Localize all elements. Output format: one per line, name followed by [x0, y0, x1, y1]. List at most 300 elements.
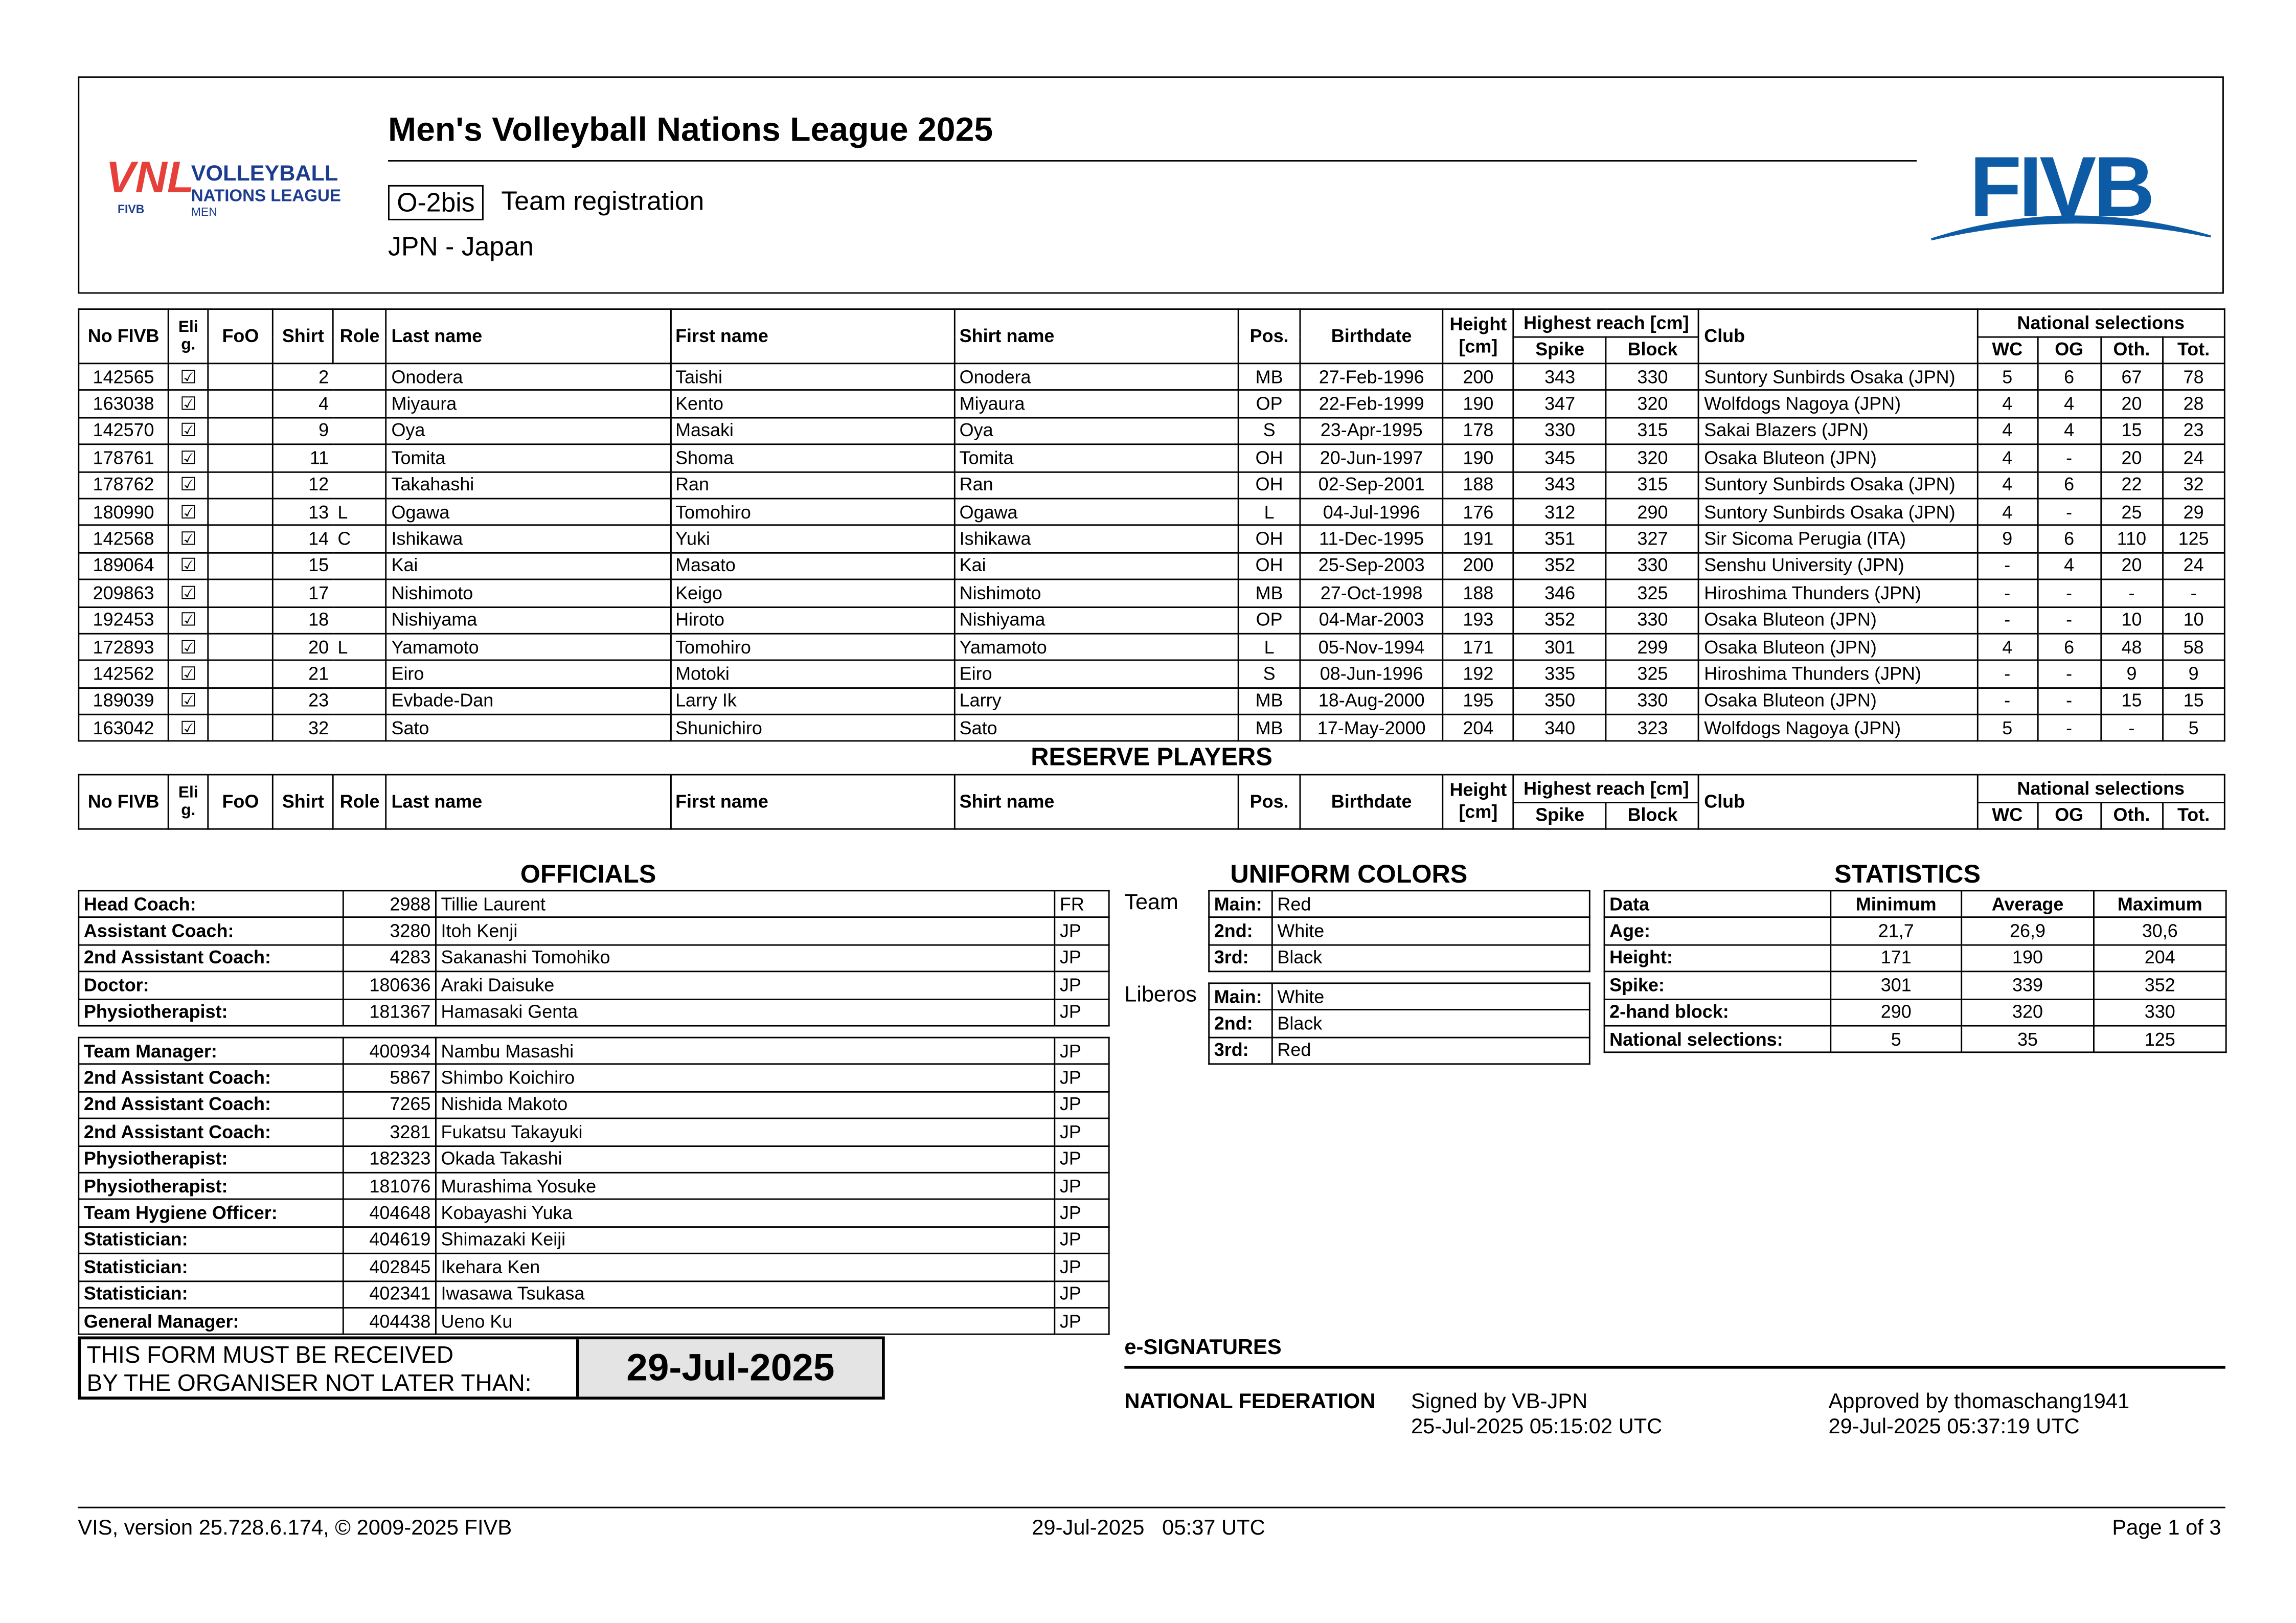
- vnl-mark: VNL: [106, 153, 194, 202]
- player-club-cell: Sir Sicoma Perugia (ITA): [1699, 526, 1977, 553]
- col-shirt-name: Shirt name: [954, 775, 1239, 829]
- official-number: 180636: [343, 972, 436, 999]
- uniform-color: Black: [1272, 945, 1589, 972]
- table-row: [79, 499, 2225, 526]
- statistics-row: [1604, 999, 2226, 1026]
- officials-title: OFFICIALS: [520, 859, 656, 889]
- col-spike: Spike: [1513, 336, 1606, 364]
- player-el-cell: ☑: [168, 606, 208, 634]
- col-no-fivb: No FIVB: [79, 309, 169, 364]
- stat-label: National selections:: [1604, 1026, 1831, 1053]
- stat-maximum: 352: [2094, 972, 2226, 999]
- table-row: [79, 634, 2225, 661]
- player-wc-cell: -: [1977, 553, 2037, 580]
- player-club-cell: Suntory Sunbirds Osaka (JPN): [1699, 499, 1977, 526]
- signature-signed: [1411, 1391, 1662, 1441]
- official-role: Statistician:: [79, 1227, 344, 1254]
- deadline-text: [87, 1342, 572, 1398]
- col-shirt: Shirt: [273, 309, 333, 364]
- player-h-cell: 188: [1443, 471, 1513, 499]
- player-pos-cell: OH: [1238, 526, 1300, 553]
- player-tot-cell: 125: [2163, 526, 2224, 553]
- player-foo-cell: [208, 579, 273, 606]
- player-el-cell: ☑: [168, 553, 208, 580]
- official-row: [79, 945, 1109, 972]
- table-row: [79, 579, 2225, 606]
- player-sname-cell: Oya: [954, 417, 1239, 444]
- player-h-cell: 200: [1443, 553, 1513, 580]
- player-pos-cell: MB: [1238, 364, 1300, 391]
- player-el-cell: ☑: [168, 444, 208, 471]
- vnl-line3: MEN: [191, 205, 217, 219]
- table-row: [79, 391, 2225, 418]
- player-shirt-cell: 11: [273, 444, 333, 471]
- player-el-cell: ☑: [168, 471, 208, 499]
- player-block-cell: 330: [1606, 553, 1699, 580]
- official-country: JP: [1055, 1145, 1109, 1173]
- player-role-cell: [333, 417, 387, 444]
- player-block-cell: 290: [1606, 499, 1699, 526]
- vnl-fivb-mark: FIVB: [118, 202, 145, 216]
- player-last-cell: Yamamoto: [386, 634, 670, 661]
- official-role: Statistician:: [79, 1254, 344, 1281]
- col-elig: Eli g.: [168, 775, 208, 829]
- player-tot-cell: 5: [2163, 714, 2224, 741]
- national-federation-label: NATIONAL FEDERATION: [1124, 1390, 1376, 1414]
- player-oth-cell: -: [2101, 579, 2163, 606]
- stat-average: 320: [1962, 999, 2094, 1026]
- col-national-selections: National selections: [1977, 775, 2224, 802]
- stat-minimum: 301: [1831, 972, 1962, 999]
- player-no-cell: 163038: [79, 391, 169, 418]
- col-height: Height [cm]: [1443, 775, 1513, 829]
- official-name: Tillie Laurent: [436, 891, 1054, 918]
- official-row: [79, 1038, 1109, 1065]
- player-spike-cell: 312: [1513, 499, 1606, 526]
- player-foo-cell: [208, 526, 273, 553]
- official-role: Physiotherapist:: [79, 1145, 344, 1173]
- player-pos-cell: S: [1238, 417, 1300, 444]
- uniform-team-label: Team: [1124, 890, 1178, 915]
- player-birth-cell: 04-Mar-2003: [1300, 606, 1443, 634]
- uniform-slot: 3rd:: [1209, 1037, 1272, 1064]
- official-row: [79, 999, 1109, 1026]
- player-block-cell: 315: [1606, 471, 1699, 499]
- official-role: 2nd Assistant Coach:: [79, 1065, 344, 1092]
- player-block-cell: 330: [1606, 688, 1699, 715]
- player-block-cell: 299: [1606, 634, 1699, 661]
- player-og-cell: 4: [2037, 553, 2101, 580]
- player-wc-cell: 4: [1977, 444, 2037, 471]
- reserve-table: [78, 774, 2225, 830]
- player-birth-cell: 17-May-2000: [1300, 714, 1443, 741]
- player-tot-cell: 32: [2163, 471, 2224, 499]
- col-birthdate: Birthdate: [1300, 775, 1443, 829]
- team-name: JPN - Japan: [388, 232, 534, 262]
- player-h-cell: 171: [1443, 634, 1513, 661]
- player-spike-cell: 335: [1513, 661, 1606, 688]
- player-shirt-cell: 23: [273, 688, 333, 715]
- official-country: JP: [1055, 1308, 1109, 1335]
- player-last-cell: Takahashi: [386, 471, 670, 499]
- stat-average: 339: [1962, 972, 2094, 999]
- player-first-cell: Shoma: [670, 444, 954, 471]
- player-el-cell: ☑: [168, 417, 208, 444]
- players-table: [78, 308, 2225, 742]
- player-no-cell: 142570: [79, 417, 169, 444]
- player-wc-cell: 4: [1977, 417, 2037, 444]
- player-first-cell: Hiroto: [670, 606, 954, 634]
- uniform-liberos-table: [1208, 982, 1590, 1065]
- official-row: [79, 1308, 1109, 1335]
- player-sname-cell: Ran: [954, 471, 1239, 499]
- stat-average: 26,9: [1962, 918, 2094, 945]
- uniform-row: [1209, 983, 1590, 1010]
- official-name: Ikehara Ken: [436, 1254, 1054, 1281]
- player-spike-cell: 345: [1513, 444, 1606, 471]
- player-oth-cell: 22: [2101, 471, 2163, 499]
- player-sname-cell: Nishiyama: [954, 606, 1239, 634]
- player-og-cell: 6: [2037, 526, 2101, 553]
- official-row: [79, 1227, 1109, 1254]
- player-block-cell: 320: [1606, 391, 1699, 418]
- player-first-cell: Keigo: [670, 579, 954, 606]
- player-last-cell: Ogawa: [386, 499, 670, 526]
- player-last-cell: Nishimoto: [386, 579, 670, 606]
- player-birth-cell: 22-Feb-1999: [1300, 391, 1443, 418]
- col-highest-reach: Highest reach [cm]: [1513, 775, 1699, 802]
- player-spike-cell: 350: [1513, 688, 1606, 715]
- player-club-cell: Osaka Bluteon (JPN): [1699, 444, 1977, 471]
- player-last-cell: Nishiyama: [386, 606, 670, 634]
- uniform-team-table: [1208, 890, 1590, 972]
- player-spike-cell: 346: [1513, 579, 1606, 606]
- player-wc-cell: 5: [1977, 364, 2037, 391]
- table-row: [79, 471, 2225, 499]
- player-shirt-cell: 12: [273, 471, 333, 499]
- player-role-cell: [333, 579, 387, 606]
- player-og-cell: -: [2037, 606, 2101, 634]
- player-el-cell: ☑: [168, 714, 208, 741]
- player-wc-cell: 4: [1977, 634, 2037, 661]
- official-name: Araki Daisuke: [436, 972, 1054, 999]
- official-country: JP: [1055, 1200, 1109, 1227]
- player-role-cell: C: [333, 526, 387, 553]
- player-shirt-cell: 18: [273, 606, 333, 634]
- official-row: [79, 891, 1109, 918]
- col-wc: WC: [1977, 802, 2037, 829]
- uniform-row: [1209, 1037, 1590, 1064]
- player-birth-cell: 05-Nov-1994: [1300, 634, 1443, 661]
- stat-minimum: 5: [1831, 1026, 1962, 1053]
- col-club: Club: [1699, 309, 1977, 364]
- col-og: OG: [2037, 802, 2101, 829]
- footer-page-number: Page 1 of 3: [2112, 1517, 2221, 1541]
- official-name: Ueno Ku: [436, 1308, 1054, 1335]
- statistics-row: [1604, 1026, 2226, 1053]
- title-divider: [388, 160, 1917, 162]
- player-first-cell: Tomohiro: [670, 634, 954, 661]
- player-shirt-cell: 15: [273, 553, 333, 580]
- official-name: Nishida Makoto: [436, 1092, 1054, 1119]
- player-first-cell: Taishi: [670, 364, 954, 391]
- uniform-slot: Main:: [1209, 983, 1272, 1010]
- player-pos-cell: MB: [1238, 579, 1300, 606]
- officials-table-2: [78, 1037, 1109, 1336]
- player-pos-cell: MB: [1238, 688, 1300, 715]
- official-country: JP: [1055, 1254, 1109, 1281]
- uniform-slot: 2nd:: [1209, 1010, 1272, 1038]
- official-name: Murashima Yosuke: [436, 1173, 1054, 1200]
- player-shirt-cell: 9: [273, 417, 333, 444]
- player-el-cell: ☑: [168, 579, 208, 606]
- fivb-logo-icon: [1928, 131, 2215, 249]
- deadline-box: [78, 1337, 884, 1400]
- player-foo-cell: [208, 688, 273, 715]
- player-role-cell: [333, 688, 387, 715]
- player-shirt-cell: 14: [273, 526, 333, 553]
- player-birth-cell: 08-Jun-1996: [1300, 661, 1443, 688]
- player-og-cell: -: [2037, 714, 2101, 741]
- players-body: [79, 364, 2225, 741]
- player-tot-cell: 78: [2163, 364, 2224, 391]
- stat-col-data: Data: [1604, 891, 1831, 918]
- player-no-cell: 209863: [79, 579, 169, 606]
- uniform-slot: Main:: [1209, 891, 1272, 918]
- officials-table-1: [78, 890, 1109, 1026]
- uniform-row: [1209, 891, 1590, 918]
- player-sname-cell: Tomita: [954, 444, 1239, 471]
- official-country: JP: [1055, 1065, 1109, 1092]
- player-club-cell: Wolfdogs Nagoya (JPN): [1699, 714, 1977, 741]
- col-first-name: First name: [670, 309, 954, 364]
- player-tot-cell: -: [2163, 579, 2224, 606]
- player-birth-cell: 20-Jun-1997: [1300, 444, 1443, 471]
- signed-by: Signed by VB-JPN: [1411, 1390, 1588, 1414]
- official-number: 404438: [343, 1308, 436, 1335]
- stat-maximum: 330: [2094, 999, 2226, 1026]
- player-pos-cell: MB: [1238, 714, 1300, 741]
- player-wc-cell: 4: [1977, 391, 2037, 418]
- statistics-row: [1604, 918, 2226, 945]
- official-country: FR: [1055, 891, 1109, 918]
- player-shirt-cell: 32: [273, 714, 333, 741]
- player-last-cell: Tomita: [386, 444, 670, 471]
- stat-maximum: 204: [2094, 945, 2226, 972]
- official-country: JP: [1055, 999, 1109, 1026]
- col-height: Height [cm]: [1443, 309, 1513, 364]
- player-no-cell: 142568: [79, 526, 169, 553]
- player-h-cell: 188: [1443, 579, 1513, 606]
- player-club-cell: Osaka Bluteon (JPN): [1699, 634, 1977, 661]
- official-row: [79, 918, 1109, 945]
- official-row: [79, 1173, 1109, 1200]
- table-row: [79, 606, 2225, 634]
- player-spike-cell: 340: [1513, 714, 1606, 741]
- player-oth-cell: 20: [2101, 553, 2163, 580]
- player-wc-cell: -: [1977, 579, 2037, 606]
- official-country: JP: [1055, 972, 1109, 999]
- player-no-cell: 142562: [79, 661, 169, 688]
- player-block-cell: 330: [1606, 364, 1699, 391]
- player-block-cell: 330: [1606, 606, 1699, 634]
- player-block-cell: 323: [1606, 714, 1699, 741]
- official-role: 2nd Assistant Coach:: [79, 1092, 344, 1119]
- official-name: Iwasawa Tsukasa: [436, 1280, 1054, 1308]
- player-spike-cell: 343: [1513, 364, 1606, 391]
- uniform-color: Red: [1272, 891, 1589, 918]
- player-el-cell: ☑: [168, 634, 208, 661]
- player-wc-cell: -: [1977, 688, 2037, 715]
- stat-minimum: 21,7: [1831, 918, 1962, 945]
- official-country: JP: [1055, 1092, 1109, 1119]
- player-club-cell: Hiroshima Thunders (JPN): [1699, 579, 1977, 606]
- official-country: JP: [1055, 1280, 1109, 1308]
- player-no-cell: 180990: [79, 499, 169, 526]
- footer-version: VIS, version 25.728.6.174, © 2009-2025 FIVB: [78, 1517, 512, 1541]
- player-oth-cell: 9: [2101, 661, 2163, 688]
- col-last-name: Last name: [386, 775, 670, 829]
- reserve-players-title: RESERVE PLAYERS: [1031, 743, 1272, 771]
- official-number: 182323: [343, 1145, 436, 1173]
- official-role: 2nd Assistant Coach:: [79, 1119, 344, 1146]
- player-wc-cell: -: [1977, 661, 2037, 688]
- table-row: [79, 553, 2225, 580]
- player-foo-cell: [208, 444, 273, 471]
- player-sname-cell: Larry: [954, 688, 1239, 715]
- footer-divider: [78, 1507, 2225, 1508]
- player-last-cell: Ishikawa: [386, 526, 670, 553]
- official-number: 404648: [343, 1200, 436, 1227]
- player-foo-cell: [208, 606, 273, 634]
- player-role-cell: L: [333, 634, 387, 661]
- signature-approved: [1829, 1391, 2130, 1441]
- uniform-color: Red: [1272, 1037, 1589, 1064]
- player-foo-cell: [208, 553, 273, 580]
- uniform-row: [1209, 945, 1590, 972]
- statistics-title: STATISTICS: [1834, 859, 1981, 889]
- official-row: [79, 1254, 1109, 1281]
- col-national-selections: National selections: [1977, 309, 2224, 336]
- uniform-color: Black: [1272, 1010, 1589, 1038]
- player-role-cell: [333, 391, 387, 418]
- official-country: JP: [1055, 1119, 1109, 1146]
- official-name: Kobayashi Yuka: [436, 1200, 1054, 1227]
- player-club-cell: Suntory Sunbirds Osaka (JPN): [1699, 471, 1977, 499]
- col-foo: FoO: [208, 775, 273, 829]
- player-first-cell: Shunichiro: [670, 714, 954, 741]
- player-first-cell: Masaki: [670, 417, 954, 444]
- uniform-slot: 2nd:: [1209, 918, 1272, 945]
- player-tot-cell: 24: [2163, 444, 2224, 471]
- player-no-cell: 192453: [79, 606, 169, 634]
- player-no-cell: 142565: [79, 364, 169, 391]
- player-sname-cell: Eiro: [954, 661, 1239, 688]
- player-shirt-cell: 17: [273, 579, 333, 606]
- official-row: [79, 1280, 1109, 1308]
- player-block-cell: 315: [1606, 417, 1699, 444]
- player-role-cell: [333, 444, 387, 471]
- col-first-name: First name: [670, 775, 954, 829]
- player-first-cell: Larry Ik: [670, 688, 954, 715]
- col-spike: Spike: [1513, 802, 1606, 829]
- table-row: [79, 417, 2225, 444]
- col-pos: Pos.: [1238, 775, 1300, 829]
- player-h-cell: 191: [1443, 526, 1513, 553]
- stat-col-min: Minimum: [1831, 891, 1962, 918]
- official-country: JP: [1055, 918, 1109, 945]
- player-first-cell: Kento: [670, 391, 954, 418]
- official-row: [79, 1145, 1109, 1173]
- table-row: [79, 688, 2225, 715]
- official-name: Itoh Kenji: [436, 918, 1054, 945]
- official-name: Shimbo Koichiro: [436, 1065, 1054, 1092]
- player-sname-cell: Nishimoto: [954, 579, 1239, 606]
- player-no-cell: 178762: [79, 471, 169, 499]
- col-shirt-name: Shirt name: [954, 309, 1239, 364]
- official-number: 400934: [343, 1038, 436, 1065]
- player-og-cell: 6: [2037, 471, 2101, 499]
- table-row: [79, 526, 2225, 553]
- uniform-colors-title: UNIFORM COLORS: [1230, 859, 1468, 889]
- fivb-wordmark: FIVB: [1969, 139, 2152, 235]
- player-last-cell: Evbade-Dan: [386, 688, 670, 715]
- col-oth: Oth.: [2101, 336, 2163, 364]
- player-last-cell: Oya: [386, 417, 670, 444]
- player-og-cell: -: [2037, 661, 2101, 688]
- player-sname-cell: Miyaura: [954, 391, 1239, 418]
- col-no-fivb: No FIVB: [79, 775, 169, 829]
- player-og-cell: -: [2037, 444, 2101, 471]
- player-h-cell: 176: [1443, 499, 1513, 526]
- stat-average: 190: [1962, 945, 2094, 972]
- stat-maximum: 30,6: [2094, 918, 2226, 945]
- official-number: 7265: [343, 1092, 436, 1119]
- player-h-cell: 192: [1443, 661, 1513, 688]
- player-pos-cell: OP: [1238, 391, 1300, 418]
- player-no-cell: 172893: [79, 634, 169, 661]
- official-name: Fukatsu Takayuki: [436, 1119, 1054, 1146]
- footer-timestamp: 29-Jul-2025 05:37 UTC: [1032, 1517, 1265, 1541]
- official-number: 404619: [343, 1227, 436, 1254]
- col-foo: FoO: [208, 309, 273, 364]
- player-oth-cell: 15: [2101, 688, 2163, 715]
- page-title: Men's Volleyball Nations League 2025: [388, 110, 993, 149]
- signed-at: 25-Jul-2025 05:15:02 UTC: [1411, 1415, 1663, 1439]
- player-foo-cell: [208, 499, 273, 526]
- player-spike-cell: 351: [1513, 526, 1606, 553]
- player-oth-cell: 67: [2101, 364, 2163, 391]
- approved-by: Approved by thomaschang1941: [1828, 1390, 2130, 1414]
- player-last-cell: Miyaura: [386, 391, 670, 418]
- player-og-cell: 6: [2037, 364, 2101, 391]
- uniform-color: White: [1272, 983, 1589, 1010]
- col-highest-reach: Highest reach [cm]: [1513, 309, 1699, 336]
- player-no-cell: 189064: [79, 553, 169, 580]
- player-birth-cell: 02-Sep-2001: [1300, 471, 1443, 499]
- player-foo-cell: [208, 417, 273, 444]
- statistics-row: [1604, 945, 2226, 972]
- player-oth-cell: 20: [2101, 391, 2163, 418]
- col-og: OG: [2037, 336, 2101, 364]
- col-tot: Tot.: [2163, 802, 2224, 829]
- player-club-cell: Wolfdogs Nagoya (JPN): [1699, 391, 1977, 418]
- player-pos-cell: OH: [1238, 444, 1300, 471]
- official-number: 181367: [343, 999, 436, 1026]
- player-spike-cell: 330: [1513, 417, 1606, 444]
- official-role: Doctor:: [79, 972, 344, 999]
- player-el-cell: ☑: [168, 364, 208, 391]
